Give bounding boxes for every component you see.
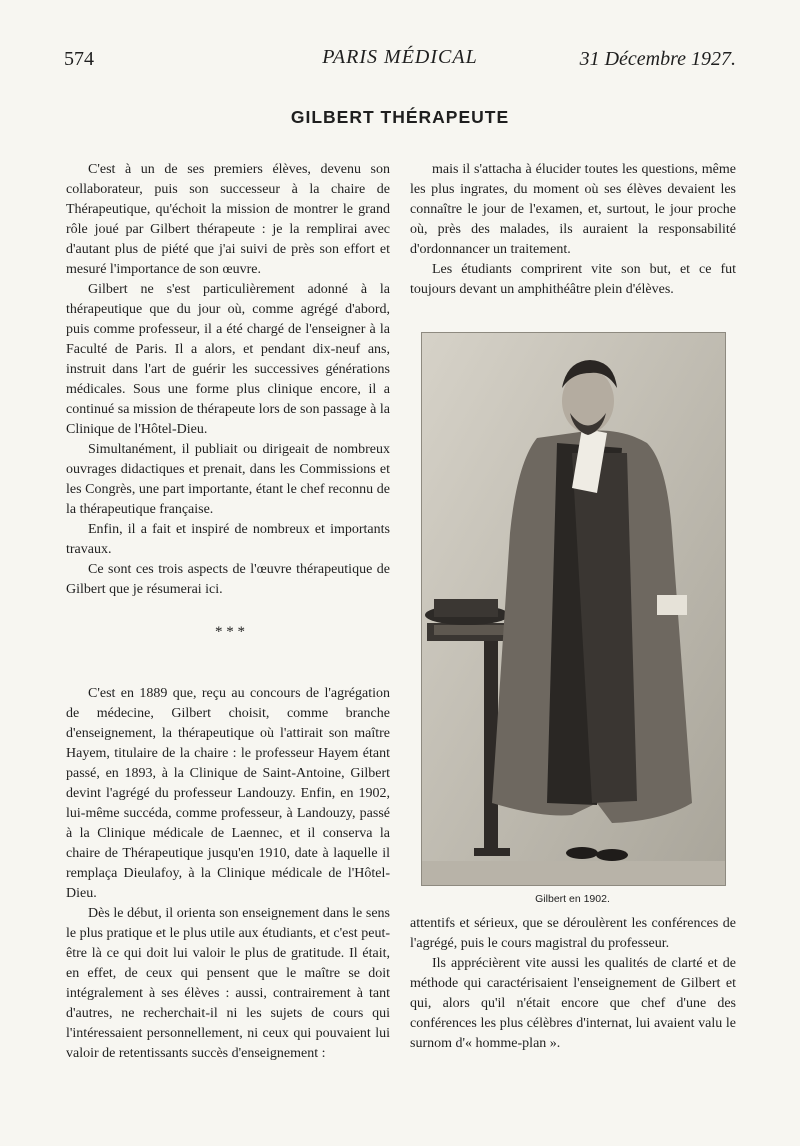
right-column-top bbox=[410, 160, 736, 300]
right-column-bottom bbox=[410, 914, 736, 1054]
paragraph: Dès le début, il orienta son enseignement dans le sens le plus pratique et le plus utile aux étudiants, et c'est peut-être là ce qui doit lui valoir le plus de gratitude. Il était, en effet, de ceux qui pensent que le maître se doit intégralement à ses élèves : aussi, contrairement à tant d'autres, ne recherchait-il ni les sujets de cours qui l'intéressaient personnellement, ni ceux qui pouvaient lui valoir de retentissants succès d'enseignement : bbox=[66, 906, 390, 1061]
left-column-top bbox=[66, 160, 390, 600]
paragraph: Ils apprécièrent vite aussi les qualités de clarté et de méthode qui caractérisaient l'enseignement de Gilbert et qui, alors qu'il n'était encore que chef d'une des conférences les plus célèbres d'internat, lui avaient valu le surnom d'« homme-plan ». bbox=[410, 956, 736, 1051]
paragraph: Les étudiants comprirent vite son but, et ce fut toujours devant un amphithéâtre plein d'élèves. bbox=[410, 262, 736, 297]
paragraph: Gilbert ne s'est particulièrement adonné à la thérapeutique que du jour où, comme agrégé d'abord, puis comme professeur, il a été chargé de l'enseigner à la Faculté de Paris. Il a alors, et pendant dix-neuf ans, instruit dans l'art de guérir les successives générations médicales. Sous une forme plus clinique encore, il a continué sa mission de thérapeute lors de son passage à la Clinique de l'Hôtel-Dieu. bbox=[66, 282, 390, 437]
left-column-bottom bbox=[66, 684, 390, 1064]
paragraph: attentifs et sérieux, que se déroulèrent les conférences de l'agrégé, puis le cours magistral du professeur. bbox=[410, 916, 736, 951]
page-number: 574 bbox=[64, 48, 94, 70]
paragraph: C'est en 1889 que, reçu au concours de l'agrégation de médecine, Gilbert choisit, comme branche d'enseignement, la thérapeutique où l'attirait son maître Hayem, titulaire de la chaire : le professeur Hayem étant passé, en 1893, à la Clinique de Saint-Antoine, Gilbert devint l'agrégé du professeur Landouzy. Enfin, en 1902, lui-même succéda, comme professeur, à Landouzy, passé à la Clinique médicale de Laennec, et il conserva la chaire de Thérapeutique jusqu'en 1910, date à laquelle il remplaça Dieulafoy, à la Clinique médicale de l'Hôtel-Dieu. bbox=[66, 686, 390, 901]
portrait-illustration bbox=[422, 333, 725, 885]
section-separator bbox=[200, 624, 260, 640]
portrait-photo bbox=[421, 332, 726, 886]
paragraph: Enfin, il a fait et inspiré de nombreux et importants travaux. bbox=[66, 522, 390, 557]
article-title: GILBERT THÉRAPEUTE bbox=[290, 107, 510, 127]
page-header bbox=[64, 44, 736, 74]
journal-title: PARIS MÉDICAL bbox=[322, 46, 478, 68]
paragraph: mais il s'attacha à élucider toutes les questions, même les plus ingrates, du moment où ses élèves devaient les connaître le jour de l'examen, et, surtout, le jour proche où, près des malades, ils auraient la responsabilité d'ordonnancer un traitement. bbox=[410, 162, 736, 257]
paragraph: C'est à un de ses premiers élèves, devenu son collaborateur, puis son successeur à la chaire de Thérapeutique, qu'échoit la mission de montrer le grand rôle joué par Gilbert thérapeute : je la remplirai avec d'autant plus de piété que j'ai suivi de près son effort et mesuré l'importance de son œuvre. bbox=[66, 162, 390, 277]
paragraph: Ce sont ces trois aspects de l'œuvre thérapeutique de Gilbert que je résumerai ici. bbox=[66, 562, 390, 597]
paragraph: Simultanément, il publiait ou dirigeait de nombreux ouvrages didactiques et prenait, dans les Commissions et les Congrès, une part importante, étant le chef reconnu de la thérapeutique française. bbox=[66, 442, 390, 517]
photo-caption: Gilbert en 1902. bbox=[535, 893, 610, 905]
separator-stars: * * * bbox=[215, 624, 245, 640]
issue-date: 31 Décembre 1927. bbox=[579, 48, 736, 70]
